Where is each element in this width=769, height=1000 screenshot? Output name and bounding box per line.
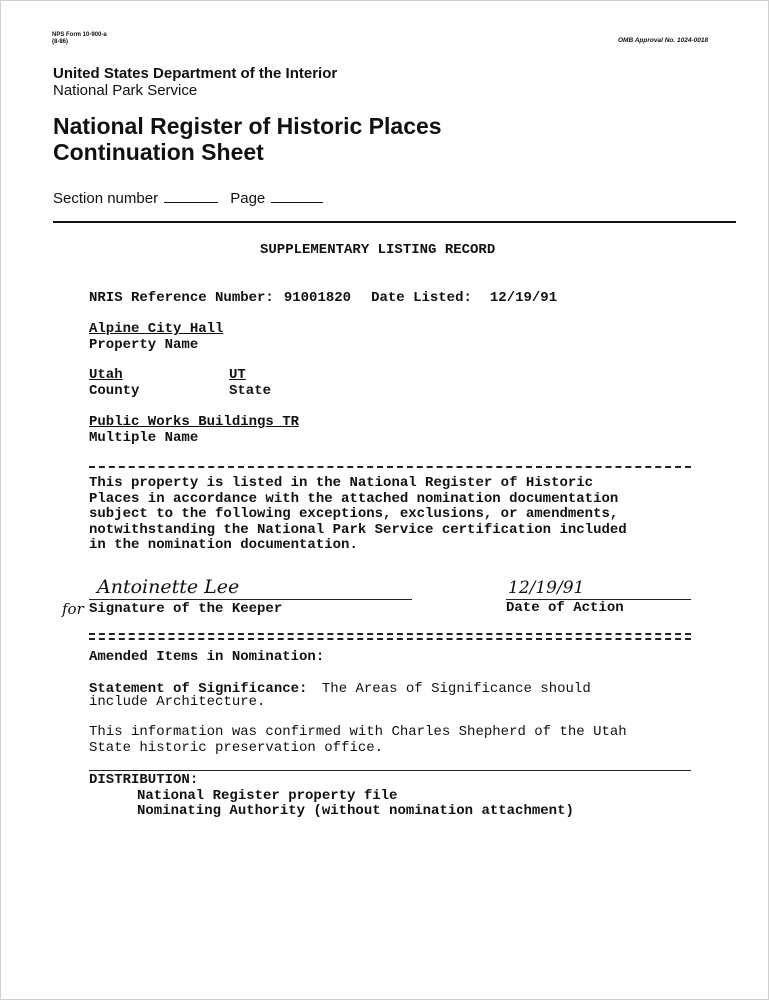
cert-line: in the nomination documentation.	[89, 537, 358, 553]
page-number-field	[271, 202, 323, 203]
form-date-text: (8-86)	[52, 39, 69, 45]
keeper-signature: Antoinette Lee	[97, 576, 240, 598]
distribution-item: National Register property file	[137, 788, 398, 804]
omb-approval: OMB Approval No. 1024-0018	[618, 37, 709, 44]
form-number-text: NPS Form 10-900-a	[52, 32, 107, 38]
header-rule	[53, 221, 736, 223]
nris-row	[89, 290, 557, 306]
multiple-name-value: Public Works Buildings TR	[89, 414, 300, 430]
county-label: County	[89, 383, 140, 399]
section-number-field	[164, 202, 218, 203]
signature-line	[89, 599, 412, 600]
distribution-rule	[89, 770, 691, 771]
nris-value: 91001820	[283, 290, 352, 306]
dashed-divider	[89, 466, 691, 468]
signature-label: Signature of the Keeper	[89, 601, 283, 617]
distribution-label: DISTRIBUTION:	[89, 772, 199, 788]
cert-line: Places in accordance with the attached nomination documentation	[89, 490, 619, 507]
property-name-label: Property Name	[89, 337, 199, 353]
agency-name: National Park Service	[53, 82, 198, 99]
document-title: National Register of Historic Places	[53, 113, 442, 139]
date-listed-label: Date Listed:	[371, 290, 472, 306]
page-label: Page	[230, 190, 266, 207]
date-listed-value: 12/19/91	[489, 290, 558, 306]
confirm-line: State historic preservation office.	[89, 740, 384, 756]
cert-line: subject to the following exceptions, exclusions, or amendments,	[89, 506, 619, 522]
section-number-label: Section number	[53, 190, 159, 207]
significance-text-cont: include Architecture.	[89, 694, 266, 710]
department-name: United States Department of the Interior	[53, 65, 338, 82]
action-date-handwritten: 12/19/91	[508, 578, 585, 598]
date-of-action-label: Date of Action	[506, 600, 624, 616]
certification-paragraph	[89, 476, 699, 554]
document-subtitle: Continuation Sheet	[53, 139, 264, 165]
confirm-line: This information was confirmed with Charles Shepherd of the Utah	[89, 724, 627, 740]
for-mark: for	[62, 600, 84, 618]
nris-label: NRIS Reference Number:	[89, 290, 274, 306]
property-name-value: Alpine City Hall	[89, 321, 224, 337]
section-page-row	[53, 190, 331, 207]
amended-heading: Amended Items in Nomination:	[89, 649, 325, 665]
record-heading: SUPPLEMENTARY LISTING RECORD	[260, 242, 496, 258]
multiple-name-label: Multiple Name	[89, 430, 199, 446]
double-divider	[89, 633, 691, 640]
distribution-item: Nominating Authority (without nomination attachment)	[137, 803, 574, 819]
significance-label: Statement of Significance:	[89, 681, 308, 697]
county-value: Utah	[89, 367, 123, 383]
form-number	[52, 32, 107, 46]
state-value: UT	[229, 367, 246, 383]
cert-line: This property is listed in the National Register of Historic	[89, 475, 594, 491]
cert-line: notwithstanding the National Park Service certification included	[89, 521, 627, 538]
significance-text: The Areas of Significance should	[321, 681, 591, 697]
state-label: State	[229, 383, 272, 399]
